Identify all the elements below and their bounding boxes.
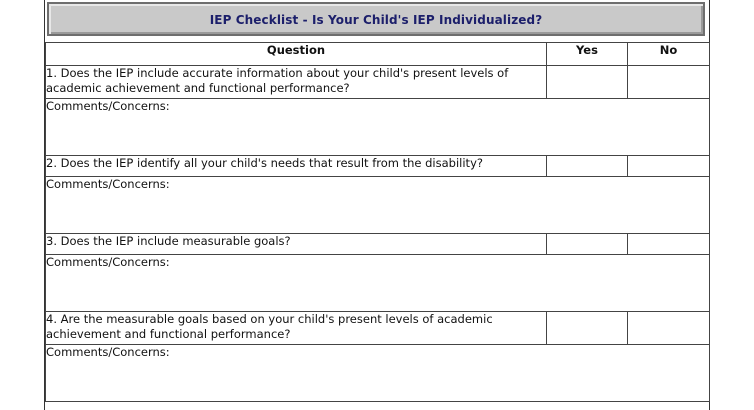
yes-cell[interactable] (547, 156, 628, 177)
question-column-header: Question (46, 43, 547, 66)
question-text: 2. Does the IEP identify all your child's needs that result from the disability? (46, 156, 547, 177)
comments-label: Comments/Concerns: (46, 99, 170, 113)
comments-cell[interactable] (46, 177, 710, 234)
comments-row (46, 345, 710, 402)
comments-cell[interactable] (46, 345, 710, 402)
comments-label: Comments/Concerns: (46, 177, 170, 191)
no-cell[interactable] (628, 156, 710, 177)
no-cell[interactable] (628, 66, 710, 99)
question-row (46, 66, 710, 99)
yes-cell[interactable] (547, 312, 628, 345)
yes-cell[interactable] (547, 234, 628, 255)
question-row (46, 312, 710, 345)
title-banner (47, 2, 705, 36)
comments-row (46, 255, 710, 312)
comments-label: Comments/Concerns: (46, 345, 170, 359)
question-text: 1. Does the IEP include accurate information about your child's present levels of academic achievement and functional performance? (46, 66, 547, 99)
question-row (46, 156, 710, 177)
no-cell[interactable] (628, 312, 710, 345)
question-text: 4. Are the measurable goals based on your child's present levels of academic achievement and functional performance? (46, 312, 547, 345)
header-row (46, 43, 710, 66)
comments-label: Comments/Concerns: (46, 255, 170, 269)
no-cell[interactable] (628, 234, 710, 255)
comments-row (46, 99, 710, 156)
question-text: 3. Does the IEP include measurable goals? (46, 234, 547, 255)
comments-cell[interactable] (46, 99, 710, 156)
checklist-table (45, 42, 710, 402)
comments-row (46, 177, 710, 234)
checklist-sheet (44, 0, 710, 410)
yes-column-header: Yes (547, 43, 628, 66)
page-title: IEP Checklist - Is Your Child's IEP Individualized? (209, 13, 543, 27)
no-column-header: No (628, 43, 710, 66)
question-row (46, 234, 710, 255)
yes-cell[interactable] (547, 66, 628, 99)
comments-cell[interactable] (46, 255, 710, 312)
